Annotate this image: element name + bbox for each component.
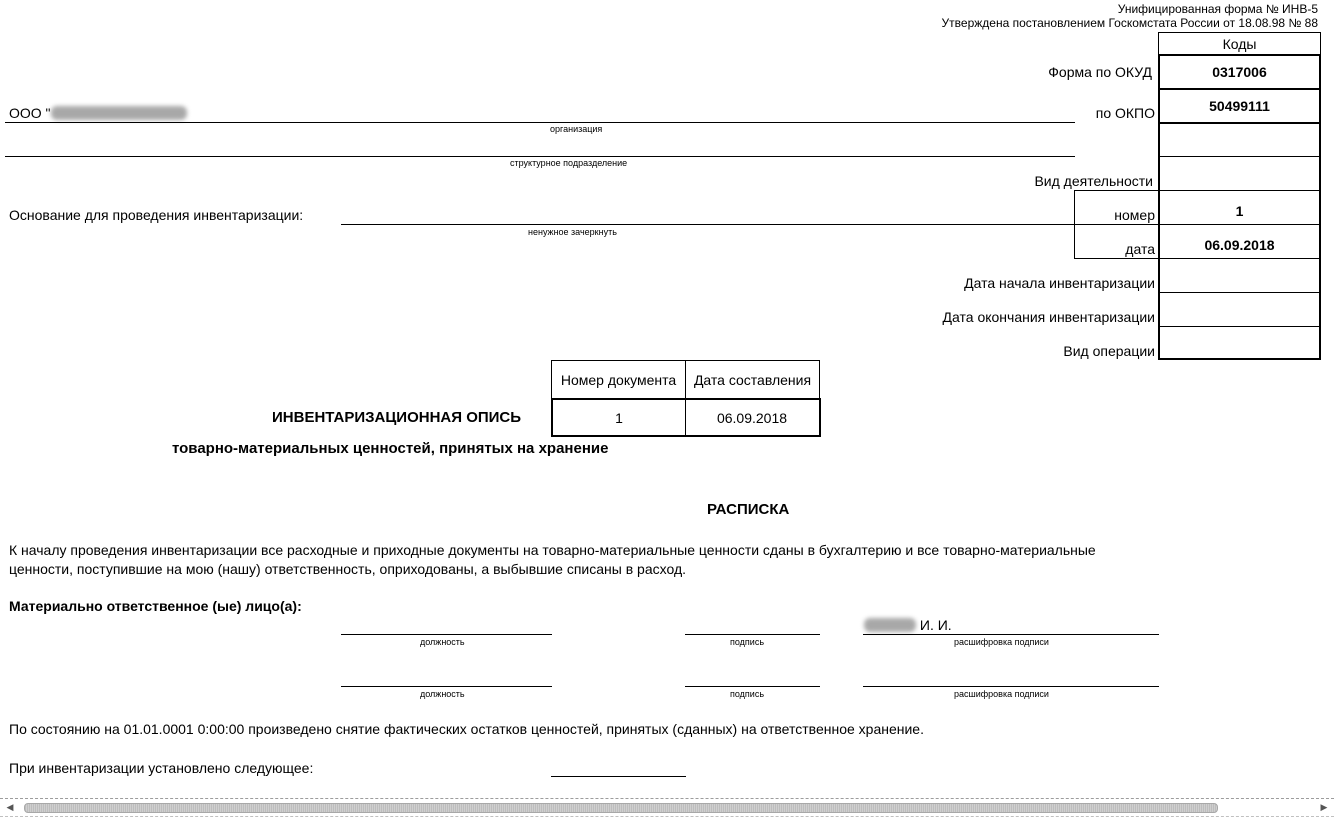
redacted-organization — [51, 106, 187, 120]
subdivision-caption: структурное подразделение — [510, 158, 628, 168]
scroll-left-icon[interactable]: ◀ — [6, 802, 14, 812]
codes-divider — [1158, 258, 1321, 259]
form-approval: Утверждена постановлением Госкомстата России от 18.08.98 № 88 — [941, 16, 1318, 30]
start-date-label: Дата начала инвентаризации — [964, 275, 1155, 291]
organization-caption: организация — [550, 124, 603, 134]
number-label: номер — [1114, 207, 1155, 223]
document-title: ИНВЕНТАРИЗАЦИОННАЯ ОПИСЬ — [272, 409, 522, 426]
end-date-label: Дата окончания инвентаризации — [942, 309, 1155, 325]
codes-divider — [1158, 156, 1321, 157]
date-label: дата — [1125, 241, 1155, 257]
basis-line — [341, 224, 1074, 225]
operation-label: Вид операции — [1063, 343, 1155, 359]
basis-label: Основание для проведения инвентаризации: — [9, 207, 304, 223]
okud-value: 0317006 — [1158, 54, 1321, 90]
organization-prefix: ООО " — [9, 105, 51, 121]
decoding-value — [864, 617, 952, 633]
doc-date-header: Дата составления — [685, 360, 820, 399]
horizontal-scrollbar[interactable] — [0, 798, 1334, 815]
organization-name — [9, 105, 187, 121]
responsible-label: Материально ответственное (ые) лицо(а): — [9, 598, 302, 614]
decoding-caption: расшифровка подписи — [954, 689, 1049, 699]
position-line — [341, 686, 552, 687]
decoding-caption: расшифровка подписи — [954, 637, 1049, 647]
codes-divider — [1158, 292, 1321, 293]
document-subtitle: товарно-материальных ценностей, принятых на хранение — [172, 440, 609, 457]
date-value: 06.09.2018 — [1204, 236, 1275, 253]
scroll-right-icon[interactable]: ▶ — [1320, 802, 1328, 812]
name-initials: И. И. — [919, 617, 952, 633]
number-date-frame — [1074, 258, 1158, 259]
signature-line — [685, 686, 820, 687]
redacted-surname — [864, 618, 916, 632]
doc-date-value: 06.09.2018 — [685, 398, 821, 437]
scrollbar-thumb[interactable] — [24, 803, 1218, 813]
codes-title: Коды — [1158, 32, 1321, 54]
receipt-text-line2: ценности, поступившие на мою (нашу) ответственность, оприходованы, а выбывшие списаны в расход. — [9, 561, 687, 577]
doc-number-value: 1 — [551, 398, 686, 437]
form-name: Унифицированная форма № ИНВ-5 — [1117, 2, 1318, 16]
codes-divider — [1158, 224, 1321, 225]
signature-caption: подпись — [730, 689, 765, 699]
established-text: При инвентаризации установлено следующее: — [9, 760, 314, 776]
okpo-label: по ОКПО — [1095, 105, 1155, 121]
basis-caption: ненужное зачеркнуть — [528, 227, 617, 237]
position-line — [341, 634, 552, 635]
page-break-line — [0, 816, 1334, 817]
receipt-heading: РАСПИСКА — [707, 501, 790, 518]
position-caption: должность — [420, 689, 465, 699]
subdivision-line — [5, 156, 1075, 157]
okpo-value: 50499111 — [1158, 90, 1321, 124]
number-date-frame — [1074, 224, 1158, 225]
signature-caption: подпись — [730, 637, 765, 647]
doc-number-header: Номер документа — [551, 360, 686, 399]
activity-label: Вид деятельности — [1034, 173, 1153, 189]
codes-divider — [1158, 326, 1321, 327]
receipt-text-line1: К началу проведения инвентаризации все расходные и приходные документы на товарно-материальные ценности сданы в бухгалтерию и все товарно-материальные — [9, 542, 1096, 558]
signature-line — [685, 634, 820, 635]
okud-label: Форма по ОКУД — [1048, 64, 1152, 80]
number-value: 1 — [1235, 202, 1244, 219]
codes-divider — [1158, 190, 1321, 191]
decoding-line — [863, 686, 1159, 687]
organization-line — [5, 122, 1075, 123]
established-line — [551, 776, 686, 777]
status-text: По состоянию на 01.01.0001 0:00:00 произведено снятие фактических остатков ценностей, принятых (сданных) на ответственное хранение. — [9, 721, 924, 737]
position-caption: должность — [420, 637, 465, 647]
number-date-frame — [1074, 190, 1158, 191]
decoding-line — [863, 634, 1159, 635]
